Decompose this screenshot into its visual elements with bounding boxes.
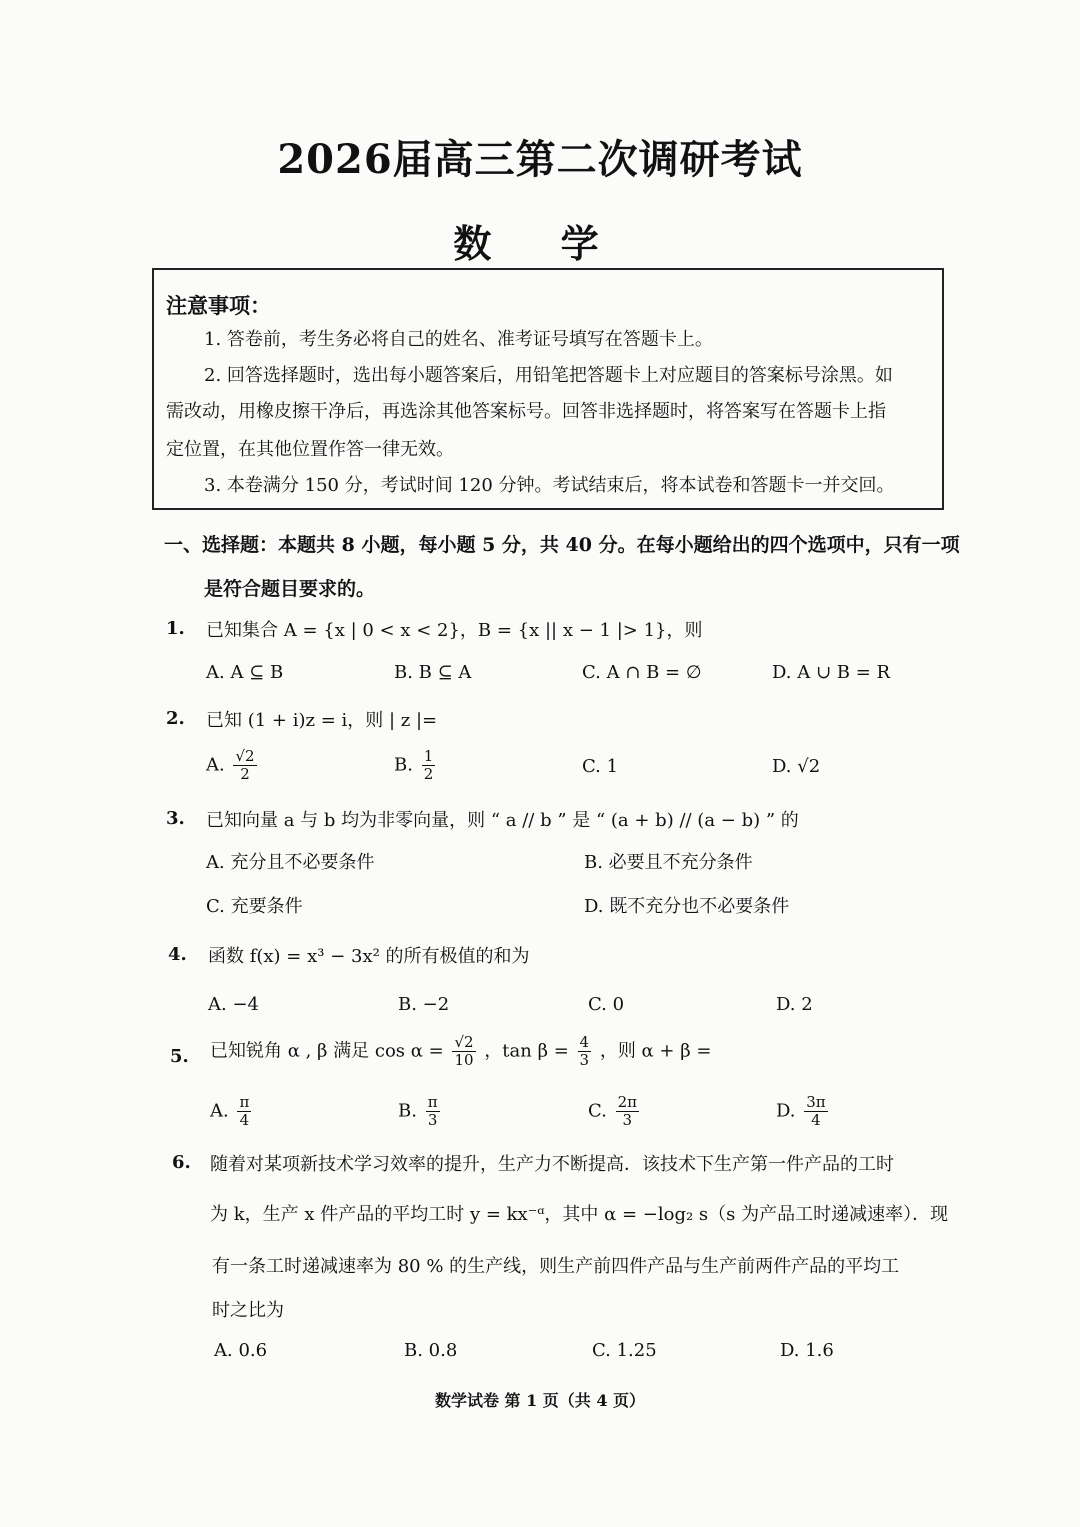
option-c: C. 1 — [582, 756, 619, 777]
option-a — [210, 1094, 254, 1129]
fraction-numerator: 4 — [579, 1033, 590, 1051]
fraction — [578, 1034, 592, 1069]
exam-title: 2026届高三第二次调研考试 — [277, 136, 803, 183]
option-label: D. — [776, 1100, 796, 1122]
fraction-denominator: 3 — [427, 1111, 438, 1129]
option-b: B. 必要且不充分条件 — [584, 852, 753, 873]
option-d — [776, 1094, 831, 1129]
notice-line-2a: 2. 回答选择题时，选出每小题答案后，用铅笔把答题卡上对应题目的答案标号涂黑。如 — [204, 365, 893, 386]
fraction-denominator: 2 — [423, 765, 434, 783]
question-number: 1. — [166, 618, 185, 639]
question-number: 6. — [172, 1152, 191, 1173]
option-c: C. A ∩ B = ∅ — [582, 662, 702, 683]
fraction-numerator: √2 — [454, 1033, 474, 1051]
page-footer: 数学试卷 第 1 页（共 4 页） — [434, 1391, 646, 1410]
fraction-numerator: 2π — [617, 1093, 637, 1111]
fraction — [804, 1094, 827, 1129]
option-a: A. A ⊆ B — [206, 662, 284, 683]
notice-line-3: 3. 本卷满分 150 分，考试时间 120 分钟。考试结束后，将本试卷和答题卡一并交回。 — [204, 475, 895, 496]
option-c: C. 1.25 — [592, 1340, 657, 1361]
option-label: A. — [210, 1100, 229, 1122]
stem-part: 已知锐角 α , β 满足 cos α = — [210, 1040, 444, 1062]
fraction-denominator: 3 — [579, 1051, 590, 1069]
option-b — [394, 748, 438, 783]
option-b: B. 0.8 — [404, 1340, 458, 1361]
option-c — [588, 1094, 642, 1129]
option-d: D. 既不充分也不必要条件 — [584, 896, 790, 917]
fraction — [616, 1094, 639, 1129]
fraction-numerator: 1 — [423, 747, 434, 765]
option-label: B. — [394, 754, 413, 776]
fraction-denominator: 10 — [454, 1051, 474, 1069]
fraction — [237, 1094, 251, 1129]
fraction — [422, 748, 436, 783]
stem-part: ，tan β = — [484, 1040, 569, 1062]
option-a — [206, 748, 260, 783]
question-number: 4. — [168, 944, 187, 965]
option-c: C. 0 — [588, 994, 625, 1015]
fraction-numerator: π — [239, 1093, 250, 1111]
option-d: D. A ∪ B = R — [772, 662, 891, 683]
question-stem — [210, 1034, 711, 1069]
option-d: D. 2 — [776, 994, 813, 1015]
option-c: C. 充要条件 — [206, 896, 303, 917]
section-heading-line-1: 一、选择题：本题共 8 小题，每小题 5 分，共 40 分。在每小题给出的四个选项中，只有一项 — [164, 534, 960, 556]
option-label: A. — [206, 754, 225, 776]
fraction — [426, 1094, 440, 1129]
option-a: A. −4 — [208, 994, 259, 1015]
question-stem: 已知集合 A = {x | 0 < x < 2}，B = {x || x − 1 |> 1}，则 — [206, 620, 703, 641]
option-b — [398, 1094, 443, 1129]
fraction-numerator: √2 — [235, 747, 255, 765]
notice-line-2c: 定位置，在其他位置作答一律无效。 — [166, 439, 454, 460]
option-label: C. — [588, 1100, 607, 1122]
option-b: B. −2 — [398, 994, 450, 1015]
question-number: 5. — [170, 1046, 189, 1067]
fraction-denominator: 2 — [240, 765, 250, 783]
fraction-denominator: 4 — [239, 1111, 250, 1129]
notice-line-2b: 需改动，用橡皮擦干净后，再选涂其他答案标号。回答非选择题时，将答案写在答题卡上指 — [166, 401, 886, 422]
question-line-4: 时之比为 — [212, 1300, 284, 1321]
stem-part: ，则 α + β = — [599, 1040, 712, 1062]
question-stem: 已知 (1 + i)z = i，则 | z |= — [206, 710, 438, 731]
option-a: A. 0.6 — [214, 1340, 268, 1361]
fraction-denominator: 3 — [622, 1111, 633, 1129]
question-stem: 函数 f(x) = x³ − 3x² 的所有极值的和为 — [208, 946, 530, 967]
option-a: A. 充分且不必要条件 — [206, 852, 375, 873]
question-line-2: 为 k，生产 x 件产品的平均工时 y = kx⁻ᵅ，其中 α = −log₂ s（s 为产品工时递减速率）．现 — [210, 1204, 949, 1225]
fraction — [233, 748, 256, 783]
notice-heading: 注意事项： — [166, 293, 271, 318]
question-number: 2. — [166, 708, 185, 729]
question-number: 3. — [166, 808, 185, 829]
question-line-3: 有一条工时递减速率为 80 % 的生产线，则生产前四件产品与生产前两件产品的平均工 — [212, 1256, 900, 1277]
question-line-1: 随着对某项新技术学习效率的提升，生产力不断提高．该技术下生产第一件产品的工时 — [210, 1154, 894, 1175]
subject-title: 数 学 — [453, 221, 627, 266]
section-heading-line-2: 是符合题目要求的。 — [204, 578, 376, 600]
question-stem: 已知向量 a 与 b 均为非零向量，则 “ a // b ” 是 “ (a + b) // (a − b) ” 的 — [206, 810, 799, 831]
fraction-numerator: π — [427, 1093, 438, 1111]
option-label: B. — [398, 1100, 417, 1122]
fraction-denominator: 4 — [811, 1111, 821, 1129]
fraction — [452, 1034, 475, 1069]
fraction-numerator: 3π — [806, 1093, 826, 1111]
option-d: D. 1.6 — [780, 1340, 834, 1361]
option-d: D. √2 — [772, 756, 821, 777]
option-b: B. B ⊆ A — [394, 662, 472, 683]
notice-line-1: 1. 答卷前，考生务必将自己的姓名、准考证号填写在答题卡上。 — [204, 329, 713, 350]
